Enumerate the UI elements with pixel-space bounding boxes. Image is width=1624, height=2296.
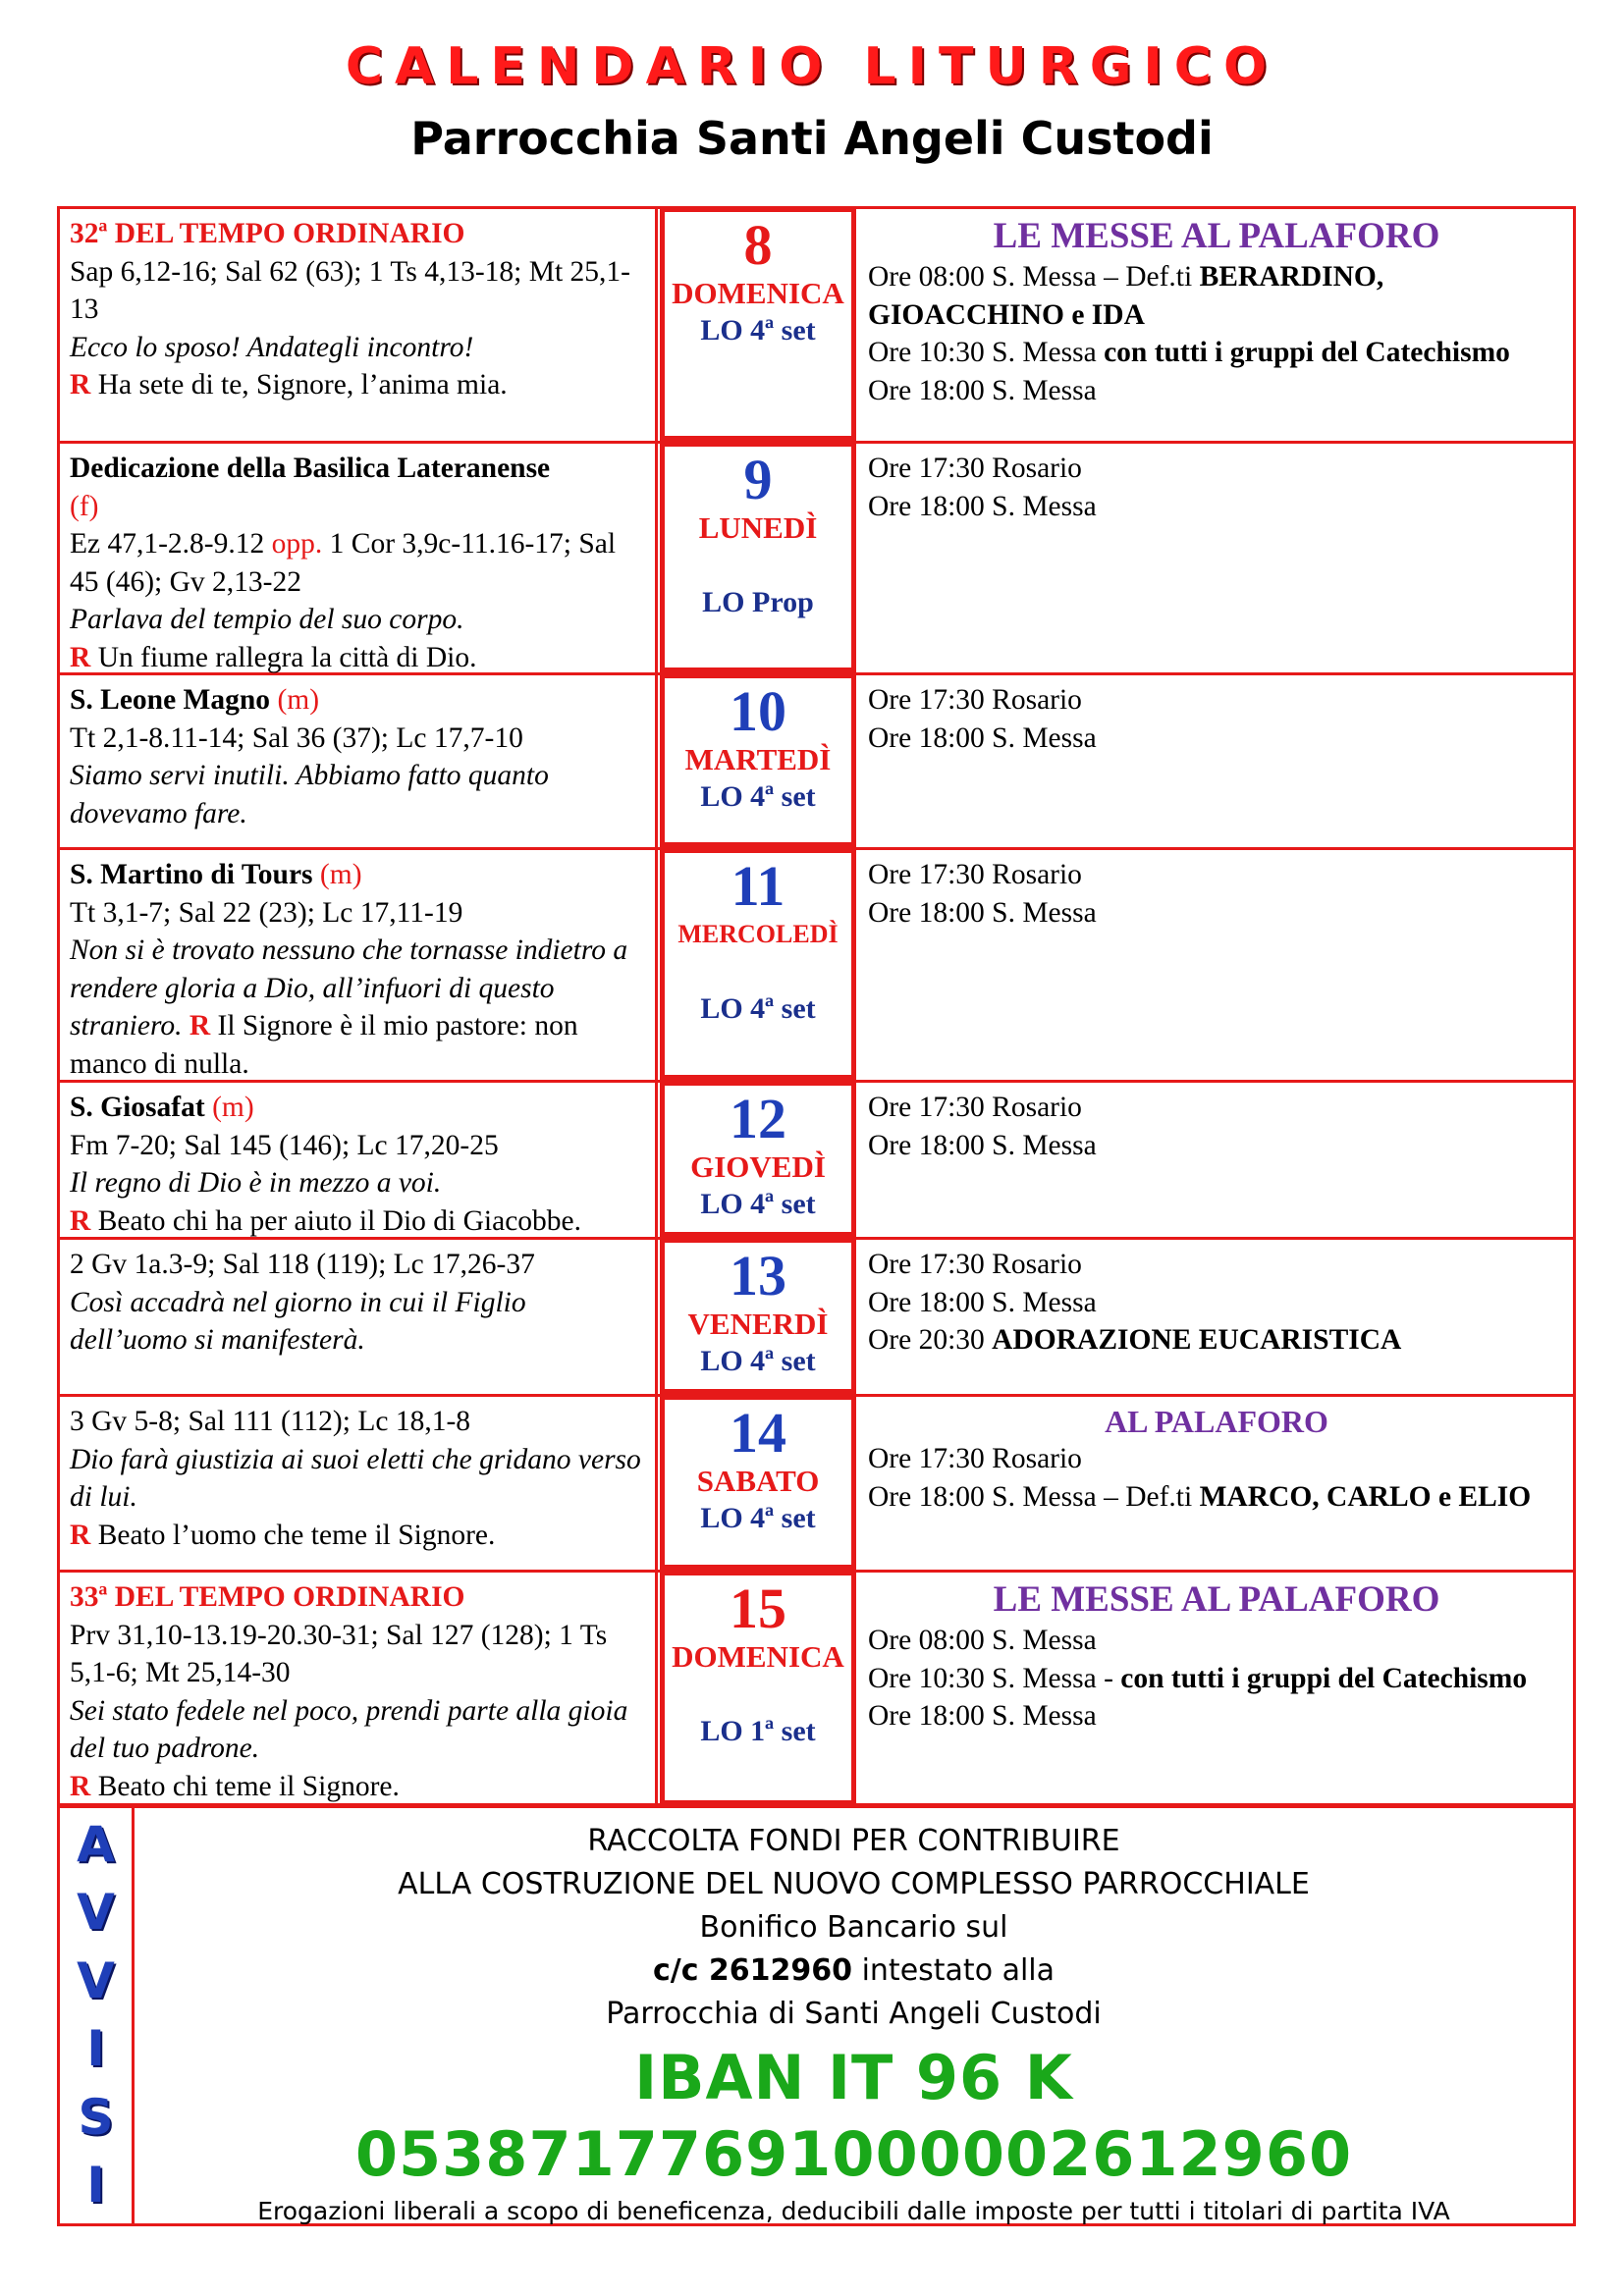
mass-intention: MARCO, CARLO e ELIO xyxy=(1199,1480,1532,1513)
day-name: MERCOLEDÌ xyxy=(677,920,839,948)
readings-cell xyxy=(60,850,658,1080)
liturgy-hours: LO 4ª set xyxy=(700,780,816,813)
mass-line xyxy=(868,258,1565,334)
response-marker: R xyxy=(70,1204,91,1237)
reading-refs: Sap 6,12-16; Sal 62 (63); 1 Ts 4,13-18; Mt 25,1-13 xyxy=(70,255,630,325)
day-cell xyxy=(660,673,856,847)
transfer-label: Bonifico Bancario sul xyxy=(699,1910,1008,1945)
reading-b: 1 Cor 3,9c-11.16-17; Sal 45 (46); Gv 2,13-22 xyxy=(70,528,617,598)
feast-title: Dedicazione della Basilica Lateranense xyxy=(70,453,551,484)
day-number: 11 xyxy=(731,854,785,918)
verse-and-response xyxy=(70,932,649,1083)
mass-line xyxy=(868,1321,1565,1360)
mass-line: Ore 18:00 S. Messa xyxy=(868,1700,1097,1732)
day-row xyxy=(60,1083,1573,1240)
day-row xyxy=(60,1397,1573,1573)
liturgy-hours: LO 4ª set xyxy=(700,1188,816,1220)
day-row xyxy=(60,1240,1573,1397)
gospel-verse: Sei stato fedele nel poco, prendi parte alla gioia del tuo padrone. xyxy=(70,1694,628,1764)
response-marker: R xyxy=(189,1010,211,1041)
day-name: LUNEDÌ xyxy=(698,510,818,545)
mass-time: Ore 10:30 S. Messa - xyxy=(868,1662,1121,1694)
response-text: Beato l’uomo che teme il Signore. xyxy=(97,1519,496,1551)
day-name: SABATO xyxy=(696,1464,820,1498)
day-cell xyxy=(660,207,856,441)
fundraising-subtitle: ALLA COSTRUZIONE DEL NUOVO COMPLESSO PARROCCHIALE xyxy=(398,1867,1310,1901)
day-cell xyxy=(660,1238,856,1394)
mass-line: Ore 18:00 S. Messa xyxy=(868,374,1097,406)
mass-line: Ore 17:30 Rosario xyxy=(868,684,1082,716)
response-marker: R xyxy=(70,369,91,400)
response-marker: R xyxy=(70,1770,91,1802)
gospel-verse: Ecco lo sposo! Andategli incontro! xyxy=(70,331,474,363)
masses-cell xyxy=(858,1397,1573,1570)
reading-a: Ez 47,1-2.8-9.12 xyxy=(70,528,272,560)
fundraising-title: RACCOLTA FONDI PER CONTRIBUIRE xyxy=(587,1824,1120,1858)
gospel-verse: Così accadrà nel giorno in cui il Figlio dell’uomo si manifesterà. xyxy=(70,1286,526,1356)
notices-letter: I xyxy=(86,2157,105,2215)
notices-letter: S xyxy=(78,2088,114,2146)
day-name: MARTEDÌ xyxy=(684,742,832,776)
notices-letter: I xyxy=(86,2020,105,2078)
gospel-verse: Siamo servi inutili. Abbiamo fatto quanto dovevamo fare. xyxy=(70,760,549,829)
response-marker: R xyxy=(70,641,91,673)
feast-rank: (m) xyxy=(319,859,362,890)
feast-title xyxy=(70,681,649,720)
psalm-response xyxy=(70,366,649,404)
reading-refs: 3 Gv 5-8; Sal 111 (112); Lc 18,1-8 xyxy=(70,1406,471,1437)
masses-header: LE MESSE AL PALAFORO xyxy=(993,1579,1440,1620)
day-cell xyxy=(660,1395,856,1570)
psalm-response xyxy=(70,1768,649,1806)
mass-time: Ore 10:30 S. Messa xyxy=(868,337,1105,368)
mass-line: Ore 17:30 Rosario xyxy=(868,859,1082,890)
mass-line: Ore 17:30 Rosario xyxy=(868,1443,1082,1474)
mass-line: Ore 17:30 Rosario xyxy=(868,453,1082,484)
masses-cell xyxy=(858,1240,1573,1394)
response-text: Un fiume rallegra la città di Dio. xyxy=(97,641,477,673)
masses-cell xyxy=(858,1573,1573,1805)
account-holder: Parrocchia di Santi Angeli Custodi xyxy=(606,1997,1102,2031)
mass-time: Ore 08:00 S. Messa – Def.ti xyxy=(868,261,1200,293)
mass-line: Ore 18:00 S. Messa xyxy=(868,896,1097,929)
mass-line: Ore 18:00 S. Messa xyxy=(868,1286,1097,1318)
readings-cell xyxy=(60,1573,658,1805)
feast-rank: (f) xyxy=(70,490,99,522)
gospel-verse: Parlava del tempio del suo corpo. xyxy=(70,604,464,635)
mass-line xyxy=(868,1478,1565,1517)
gospel-verse: Non si è trovato nessuno che tornasse indietro a rendere gloria a Dio, all’infuori di questo straniero. xyxy=(70,934,628,1041)
day-number: 13 xyxy=(730,1244,786,1308)
mass-line: Ore 18:00 S. Messa xyxy=(868,1129,1097,1161)
gospel-verse: Il regno di Dio è in mezzo a voi. xyxy=(70,1167,442,1199)
account-holder-label: intestato alla xyxy=(852,1953,1056,1988)
liturgy-hours: LO 1ª set xyxy=(700,1715,816,1747)
readings-cell xyxy=(60,209,658,441)
mass-intention: BERARDINO, GIOACCHINO e IDA xyxy=(868,261,1384,331)
liturgy-hours: LO 4ª set xyxy=(700,1345,816,1377)
response-text: Beato chi teme il Signore. xyxy=(97,1770,400,1802)
notices-box xyxy=(57,1803,1576,2226)
reading-refs: Fm 7-20; Sal 145 (146); Lc 17,20-25 xyxy=(70,1129,499,1161)
day-name: VENERDÌ xyxy=(687,1307,829,1341)
day-number: 14 xyxy=(730,1401,786,1465)
mass-note: con tutti i gruppi del Catechismo xyxy=(1120,1662,1528,1694)
readings-cell xyxy=(60,1240,658,1394)
mass-line xyxy=(868,334,1565,372)
reading-refs: Prv 31,10-13.19-20.30-31; Sal 127 (128); 1 Ts 5,1-6; Mt 25,14-30 xyxy=(70,1619,608,1688)
day-row xyxy=(60,209,1573,444)
day-number: 10 xyxy=(730,679,786,743)
psalm-response xyxy=(70,1202,649,1241)
reading-refs: Tt 2,1-8.11-14; Sal 36 (37); Lc 17,7-10 xyxy=(70,721,523,754)
response-text: Beato chi ha per aiuto il Dio di Giacobbe. xyxy=(97,1204,582,1237)
page-title: CALENDARIO LITURGICO xyxy=(345,37,1279,96)
day-cell xyxy=(660,1571,856,1805)
day-name: DOMENICA xyxy=(672,1639,844,1674)
gospel-verse: Dio farà giustizia ai suoi eletti che gridano verso di lui. xyxy=(70,1443,641,1513)
masses-cell xyxy=(858,1083,1573,1237)
masses-header: LE MESSE AL PALAFORO xyxy=(993,216,1440,256)
liturgy-hours: LO 4ª set xyxy=(700,992,816,1025)
feast-name: S. Leone Magno xyxy=(70,684,271,716)
mass-note: con tutti i gruppi del Catechismo xyxy=(1104,337,1510,368)
day-row xyxy=(60,675,1573,850)
feast-name: S. Martino di Tours xyxy=(70,859,313,890)
masses-cell xyxy=(858,850,1573,1080)
reading-refs xyxy=(70,525,649,601)
masses-header: AL PALAFORO xyxy=(1105,1404,1328,1439)
notices-letter: V xyxy=(77,1951,115,2009)
masses-cell xyxy=(858,444,1573,672)
psalm-response xyxy=(70,639,649,677)
feast-name: S. Giosafat xyxy=(70,1092,205,1123)
readings-cell xyxy=(60,444,658,672)
reading-refs: Tt 3,1-7; Sal 22 (23); Lc 17,11-19 xyxy=(70,896,463,929)
feast-rank: (m) xyxy=(212,1092,254,1123)
day-row xyxy=(60,850,1573,1083)
notices-letter: A xyxy=(77,1815,115,1873)
mass-time: Ore 18:00 S. Messa – Def.ti xyxy=(868,1480,1200,1513)
account-line xyxy=(135,1949,1573,1993)
mass-note: ADORAZIONE EUCARISTICA xyxy=(992,1324,1402,1356)
calendar-table xyxy=(57,206,1576,1808)
account-number: c/c 2612960 xyxy=(652,1953,853,1988)
day-number: 15 xyxy=(730,1576,786,1640)
feast-title xyxy=(70,856,649,894)
readings-cell xyxy=(60,1083,658,1237)
mass-line: Ore 17:30 Rosario xyxy=(868,1249,1082,1280)
liturgy-hours: LO Prop xyxy=(702,586,814,618)
day-name: DOMENICA xyxy=(672,276,844,310)
page-subtitle: Parrocchia Santi Angeli Custodi xyxy=(410,112,1214,165)
readings-cell xyxy=(60,675,658,847)
mass-line xyxy=(868,1660,1565,1698)
day-number: 9 xyxy=(743,448,773,511)
liturgy-hours: LO 4ª set xyxy=(700,1502,816,1534)
mass-line: Ore 08:00 S. Messa xyxy=(868,1625,1097,1656)
day-name: GIOVEDÌ xyxy=(690,1149,826,1184)
liturgy-hours: LO 4ª set xyxy=(700,314,816,347)
mass-line: Ore 17:30 Rosario xyxy=(868,1092,1082,1123)
feast-rank: (m) xyxy=(277,684,320,716)
feast-title: 32ª DEL TEMPO ORDINARIO xyxy=(70,218,465,249)
mass-line: Ore 18:00 S. Messa xyxy=(868,721,1097,754)
iban-code: IBAN IT 96 K 05387177691000002612960 xyxy=(354,2042,1353,2190)
mass-time: Ore 20:30 xyxy=(868,1324,993,1356)
masses-cell xyxy=(858,675,1573,847)
day-row xyxy=(60,444,1573,675)
psalm-response xyxy=(70,1517,649,1555)
day-number: 12 xyxy=(730,1087,786,1150)
notices-body xyxy=(135,1806,1573,2223)
feast-title: 33ª DEL TEMPO ORDINARIO xyxy=(70,1581,465,1613)
masses-cell xyxy=(858,209,1573,441)
day-cell xyxy=(660,848,856,1080)
day-number: 8 xyxy=(743,213,773,277)
readings-cell xyxy=(60,1397,658,1570)
tax-note: Erogazioni liberali a scopo di beneficenza, deducibili dalle imposte per tutti i titolari di partita IVA xyxy=(257,2197,1450,2225)
mass-line: Ore 18:00 S. Messa xyxy=(868,490,1097,522)
notices-label xyxy=(60,1806,135,2223)
reading-alt: opp. xyxy=(271,528,323,560)
response-text: Il Signore è il mio pastore: non manco di nulla. xyxy=(70,1010,578,1080)
notices-letter: V xyxy=(77,1884,115,1942)
feast-title xyxy=(70,1089,649,1127)
response-marker: R xyxy=(70,1519,91,1551)
response-text: Ha sete di te, Signore, l’anima mia. xyxy=(97,369,508,400)
reading-refs: 2 Gv 1a.3-9; Sal 118 (119); Lc 17,26-37 xyxy=(70,1249,535,1280)
day-cell xyxy=(660,1081,856,1237)
day-cell xyxy=(660,442,856,672)
day-row xyxy=(60,1573,1573,1805)
